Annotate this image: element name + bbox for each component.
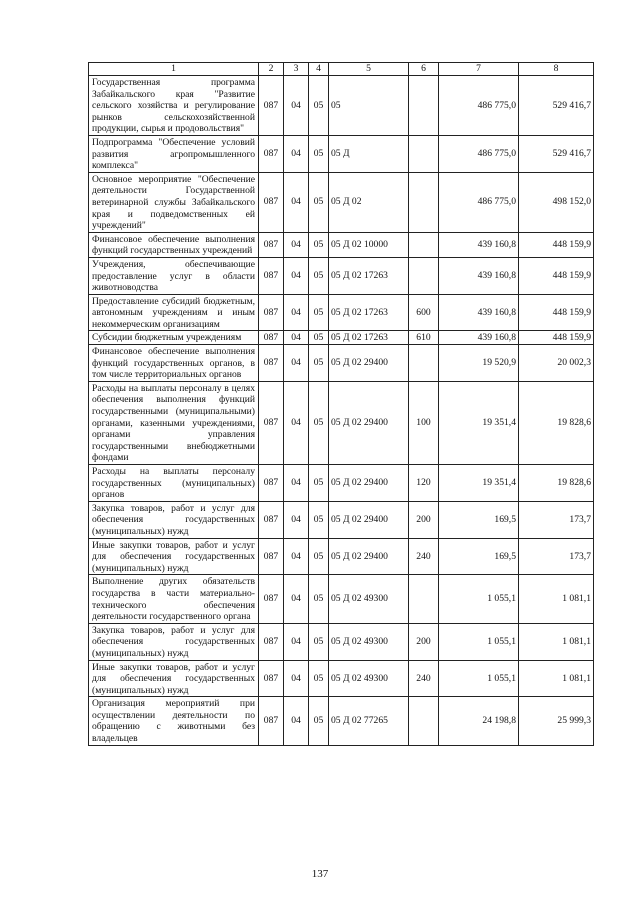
subsection-cell: 05 [309, 232, 329, 257]
subsection-cell: 05 [309, 538, 329, 575]
table-row [89, 345, 594, 382]
subsection-cell: 05 [309, 501, 329, 538]
admin-code-cell: 087 [259, 345, 284, 382]
table-body [89, 63, 594, 746]
table-row [89, 538, 594, 575]
row-name-cell: Расходы на выплаты персоналу государственных (муниципальных) органов [89, 465, 259, 502]
column-header: 4 [309, 63, 329, 76]
target-article-cell: 05 Д 02 [329, 172, 409, 232]
row-name-cell: Субсидии бюджетным учреждениям [89, 331, 259, 345]
amount-year1-cell: 1 055,1 [439, 575, 519, 623]
amount-year1-cell: 19 351,4 [439, 465, 519, 502]
target-article-cell: 05 Д 02 29400 [329, 538, 409, 575]
column-header: 1 [89, 63, 259, 76]
amount-year2-cell: 19 828,6 [519, 465, 594, 502]
amount-year2-cell: 529 416,7 [519, 135, 594, 172]
amount-year2-cell: 448 159,9 [519, 257, 594, 294]
admin-code-cell: 087 [259, 575, 284, 623]
section-cell: 04 [284, 331, 309, 345]
target-article-cell: 05 Д 02 29400 [329, 501, 409, 538]
budget-table [88, 62, 594, 746]
column-header: 6 [409, 63, 439, 76]
section-cell: 04 [284, 538, 309, 575]
target-article-cell: 05 Д [329, 135, 409, 172]
amount-year1-cell: 486 775,0 [439, 76, 519, 136]
table-row [89, 575, 594, 623]
target-article-cell: 05 Д 02 17263 [329, 257, 409, 294]
table-row [89, 697, 594, 745]
column-header: 5 [329, 63, 409, 76]
expense-type-cell [409, 697, 439, 745]
amount-year1-cell: 169,5 [439, 538, 519, 575]
subsection-cell: 05 [309, 257, 329, 294]
target-article-cell: 05 Д 02 49300 [329, 575, 409, 623]
admin-code-cell: 087 [259, 172, 284, 232]
section-cell: 04 [284, 623, 309, 660]
target-article-cell: 05 Д 02 17263 [329, 294, 409, 331]
amount-year2-cell: 448 159,9 [519, 294, 594, 331]
admin-code-cell: 087 [259, 538, 284, 575]
amount-year1-cell: 24 198,8 [439, 697, 519, 745]
amount-year2-cell: 25 999,3 [519, 697, 594, 745]
row-name-cell: Государственная программа Забайкальского края "Развитие сельского хозяйства и регулирование рынков сельскохозяйственной продукции, сырья и продовольствия" [89, 76, 259, 136]
expense-type-cell: 100 [409, 381, 439, 464]
admin-code-cell: 087 [259, 294, 284, 331]
expense-type-cell: 240 [409, 538, 439, 575]
table-row [89, 465, 594, 502]
expense-type-cell: 600 [409, 294, 439, 331]
subsection-cell: 05 [309, 697, 329, 745]
admin-code-cell: 087 [259, 697, 284, 745]
subsection-cell: 05 [309, 135, 329, 172]
amount-year2-cell: 1 081,1 [519, 623, 594, 660]
section-cell: 04 [284, 660, 309, 697]
row-name-cell: Иные закупки товаров, работ и услуг для обеспечения государственных (муниципальных) нужд [89, 538, 259, 575]
column-header: 3 [284, 63, 309, 76]
expense-type-cell [409, 345, 439, 382]
column-header: 8 [519, 63, 594, 76]
section-cell: 04 [284, 135, 309, 172]
amount-year1-cell: 1 055,1 [439, 660, 519, 697]
row-name-cell: Финансовое обеспечение выполнения функций государственных учреждений [89, 232, 259, 257]
admin-code-cell: 087 [259, 660, 284, 697]
expense-type-cell: 120 [409, 465, 439, 502]
expense-type-cell [409, 76, 439, 136]
amount-year2-cell: 448 159,9 [519, 232, 594, 257]
page-number: 137 [311, 868, 329, 880]
table-row [89, 135, 594, 172]
table-header-row [89, 63, 594, 76]
expense-type-cell [409, 172, 439, 232]
expense-type-cell: 200 [409, 623, 439, 660]
target-article-cell: 05 Д 02 29400 [329, 345, 409, 382]
amount-year1-cell: 19 520,9 [439, 345, 519, 382]
row-name-cell: Выполнение других обязательств государства в части материально-технического обеспечения деятельности государственного органа [89, 575, 259, 623]
table-row [89, 331, 594, 345]
subsection-cell: 05 [309, 172, 329, 232]
amount-year2-cell: 448 159,9 [519, 331, 594, 345]
admin-code-cell: 087 [259, 135, 284, 172]
row-name-cell: Основное мероприятие "Обеспечение деятельности Государственной ветеринарной службы Забайкальского края и подведомственных ей учреждений" [89, 172, 259, 232]
section-cell: 04 [284, 76, 309, 136]
section-cell: 04 [284, 294, 309, 331]
row-name-cell: Предоставление субсидий бюджетным, автономным учреждениям и иным некоммерческим организациям [89, 294, 259, 331]
column-header: 2 [259, 63, 284, 76]
section-cell: 04 [284, 257, 309, 294]
admin-code-cell: 087 [259, 465, 284, 502]
amount-year1-cell: 486 775,0 [439, 135, 519, 172]
row-name-cell: Закупка товаров, работ и услуг для обеспечения государственных (муниципальных) нужд [89, 623, 259, 660]
subsection-cell: 05 [309, 623, 329, 660]
table-row [89, 501, 594, 538]
target-article-cell: 05 [329, 76, 409, 136]
row-name-cell: Расходы на выплаты персоналу в целях обеспечения выполнения функций государственными (муниципальными) органами, казенными учреждениями, органами управления государственными внебюджетными фондами [89, 381, 259, 464]
row-name-cell: Организация мероприятий при осуществлении деятельности по обращению с животными без владельцев [89, 697, 259, 745]
section-cell: 04 [284, 575, 309, 623]
section-cell: 04 [284, 345, 309, 382]
table-row [89, 172, 594, 232]
subsection-cell: 05 [309, 575, 329, 623]
amount-year2-cell: 173,7 [519, 501, 594, 538]
section-cell: 04 [284, 697, 309, 745]
admin-code-cell: 087 [259, 76, 284, 136]
target-article-cell: 05 Д 02 77265 [329, 697, 409, 745]
expense-type-cell [409, 232, 439, 257]
section-cell: 04 [284, 501, 309, 538]
amount-year1-cell: 439 160,8 [439, 331, 519, 345]
admin-code-cell: 087 [259, 501, 284, 538]
amount-year2-cell: 20 002,3 [519, 345, 594, 382]
amount-year1-cell: 1 055,1 [439, 623, 519, 660]
amount-year1-cell: 439 160,8 [439, 232, 519, 257]
admin-code-cell: 087 [259, 381, 284, 464]
expense-type-cell: 610 [409, 331, 439, 345]
row-name-cell: Финансовое обеспечение выполнения функций государственных органов, в том числе территориальных органов [89, 345, 259, 382]
amount-year1-cell: 439 160,8 [439, 294, 519, 331]
expense-type-cell [409, 135, 439, 172]
section-cell: 04 [284, 381, 309, 464]
amount-year1-cell: 19 351,4 [439, 381, 519, 464]
admin-code-cell: 087 [259, 331, 284, 345]
row-name-cell: Подпрограмма "Обеспечение условий развития агропромышленного комплекса" [89, 135, 259, 172]
section-cell: 04 [284, 232, 309, 257]
row-name-cell: Закупка товаров, работ и услуг для обеспечения государственных (муниципальных) нужд [89, 501, 259, 538]
expense-type-cell [409, 257, 439, 294]
amount-year1-cell: 439 160,8 [439, 257, 519, 294]
table-row [89, 294, 594, 331]
subsection-cell: 05 [309, 76, 329, 136]
section-cell: 04 [284, 172, 309, 232]
subsection-cell: 05 [309, 660, 329, 697]
expense-type-cell: 200 [409, 501, 439, 538]
amount-year1-cell: 169,5 [439, 501, 519, 538]
admin-code-cell: 087 [259, 623, 284, 660]
table-row [89, 257, 594, 294]
amount-year1-cell: 486 775,0 [439, 172, 519, 232]
expense-type-cell [409, 575, 439, 623]
expense-type-cell: 240 [409, 660, 439, 697]
target-article-cell: 05 Д 02 29400 [329, 381, 409, 464]
admin-code-cell: 087 [259, 232, 284, 257]
subsection-cell: 05 [309, 331, 329, 345]
amount-year2-cell: 173,7 [519, 538, 594, 575]
row-name-cell: Учреждения, обеспечивающие предоставление услуг в области животноводства [89, 257, 259, 294]
subsection-cell: 05 [309, 345, 329, 382]
target-article-cell: 05 Д 02 10000 [329, 232, 409, 257]
target-article-cell: 05 Д 02 17263 [329, 331, 409, 345]
table-row [89, 660, 594, 697]
amount-year2-cell: 19 828,6 [519, 381, 594, 464]
amount-year2-cell: 1 081,1 [519, 575, 594, 623]
target-article-cell: 05 Д 02 29400 [329, 465, 409, 502]
table-row [89, 232, 594, 257]
table-row [89, 76, 594, 136]
amount-year2-cell: 529 416,7 [519, 76, 594, 136]
target-article-cell: 05 Д 02 49300 [329, 623, 409, 660]
table-row [89, 623, 594, 660]
amount-year2-cell: 1 081,1 [519, 660, 594, 697]
subsection-cell: 05 [309, 465, 329, 502]
row-name-cell: Иные закупки товаров, работ и услуг для обеспечения государственных (муниципальных) нужд [89, 660, 259, 697]
subsection-cell: 05 [309, 381, 329, 464]
amount-year2-cell: 498 152,0 [519, 172, 594, 232]
subsection-cell: 05 [309, 294, 329, 331]
table-row [89, 381, 594, 464]
section-cell: 04 [284, 465, 309, 502]
column-header: 7 [439, 63, 519, 76]
target-article-cell: 05 Д 02 49300 [329, 660, 409, 697]
admin-code-cell: 087 [259, 257, 284, 294]
